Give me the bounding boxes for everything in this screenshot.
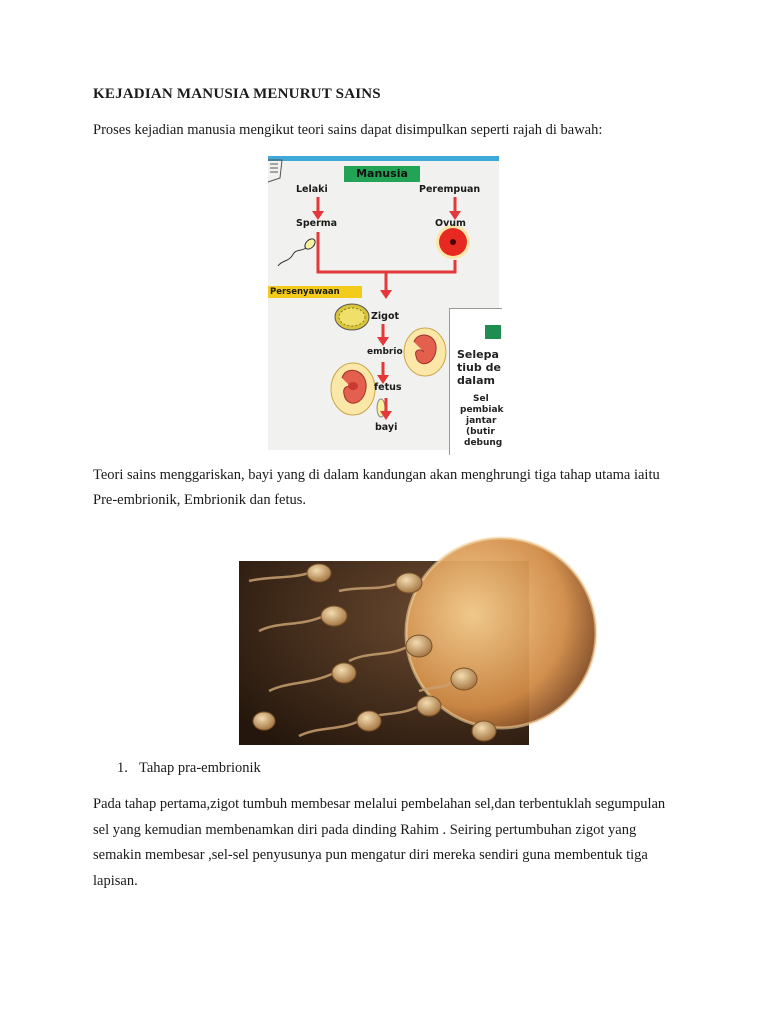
panel-green-box: [485, 325, 501, 339]
microscope-sketch: [268, 160, 282, 182]
sperm-egg-photo: [239, 561, 529, 745]
panel-line-4: Sel: [473, 394, 489, 404]
panel-line-7: (butir: [466, 427, 495, 437]
panel-line-6: jantar: [466, 416, 497, 426]
stage-paragraph: Pada tahap pertama,zigot tumbuh membesar melalui pembelahan sel,dan terbentuklah segumpulan sel yang kemudian membenamkan diri pada dinding Rahim . Seiring pertumbuhan zigot yang semakin membesar ,sel-sel penyusunya pun mengatur diri mereka sendiri guna membentuk tiga lapisan.: [93, 796, 666, 889]
fetus-image: [331, 363, 375, 415]
sperm-egg-illustration: [239, 561, 529, 745]
label-female: Perempuan: [419, 184, 481, 195]
panel-line-3: dalam: [457, 374, 495, 387]
panel-line-5: pembiak: [460, 405, 504, 415]
list-item-text: Tahap pra-embrionik: [139, 760, 261, 776]
label-fertilization: Persenyawaan: [268, 286, 362, 298]
intro-paragraph: Proses kejadian manusia mengikut teori sains dapat disimpulkan seperti rajah di bawah:: [93, 122, 603, 138]
panel-line-2: tiub de: [457, 361, 501, 374]
label-embryo: embrio: [367, 347, 403, 357]
stage-list: [117, 760, 261, 777]
diagram-header: Manusia: [344, 166, 420, 182]
label-male: Lelaki: [296, 184, 328, 195]
label-sperm: Sperma: [296, 218, 338, 229]
panel-line-1: Selepa: [457, 348, 499, 361]
label-fetus: fetus: [374, 382, 402, 393]
theory-paragraph: Teori sains menggariskan, bayi yang di dalam kandungan akan menghrungi tiga tahap utama iaitu Pre-embrionik, Embrionik dan fetus.: [93, 467, 660, 508]
label-baby: bayi: [375, 422, 398, 433]
label-zygote: Zigot: [371, 311, 400, 322]
panel-line-8: debung: [464, 438, 503, 448]
ovum-cell: [436, 225, 470, 259]
label-ovum: Ovum: [435, 218, 466, 229]
embryo-image: [404, 328, 446, 376]
document-title: KEJADIAN MANUSIA MENURUT SAINS: [93, 86, 381, 102]
list-item-number: 1.: [117, 760, 128, 776]
sperm-cell: [278, 237, 317, 266]
human-development-diagram: [268, 156, 504, 450]
zygote-cell: [335, 304, 369, 330]
